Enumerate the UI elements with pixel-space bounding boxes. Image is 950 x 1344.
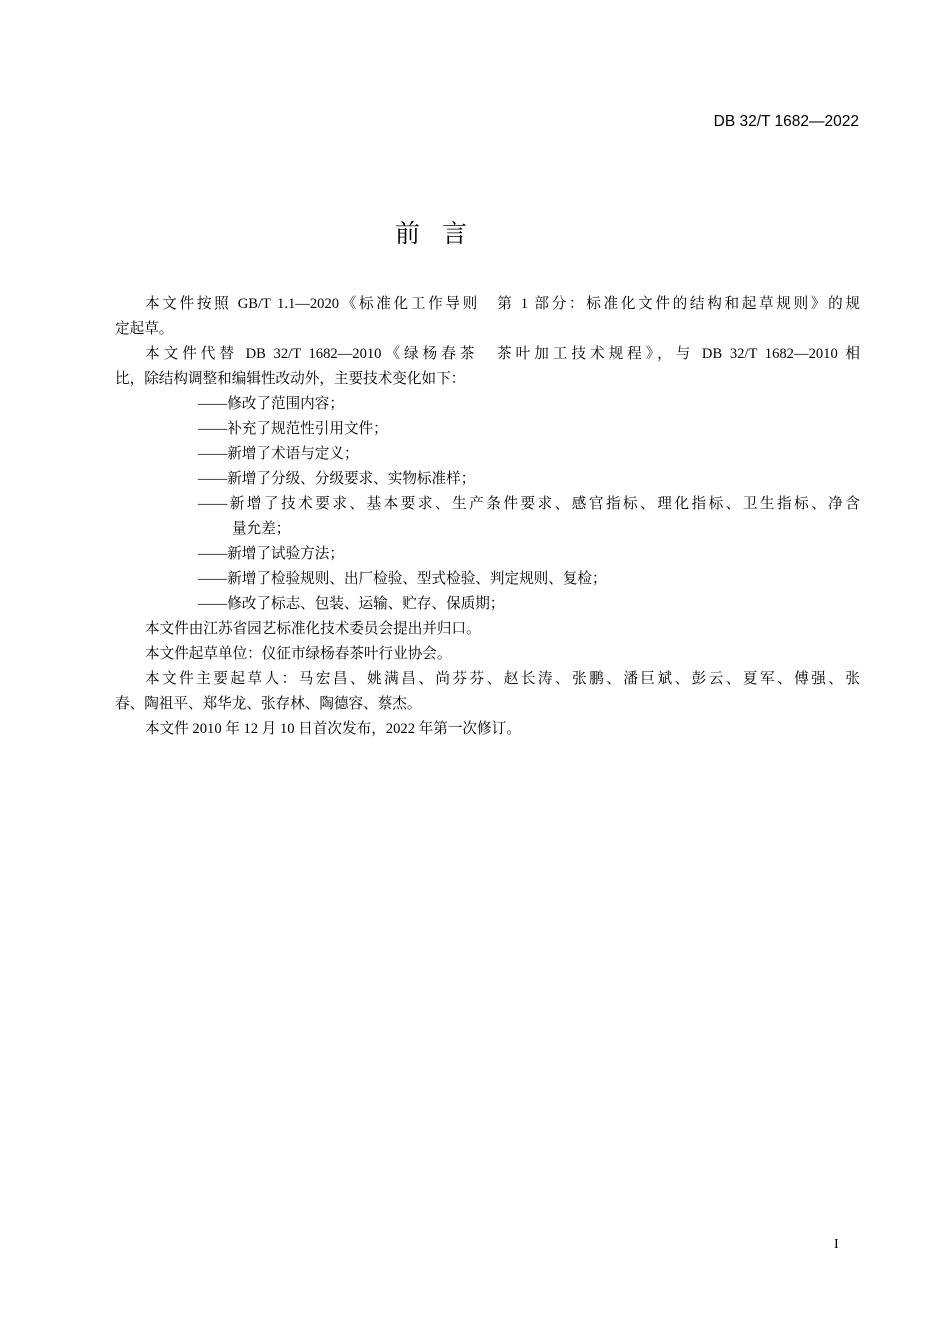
standard-code: DB 32/T 1682—2022 <box>713 113 859 130</box>
paragraph-line: 本文件起草单位：仪征市绿杨春茶叶行业协会。 <box>145 646 452 662</box>
paragraph-line: 本文件代替 DB 32/T 1682—2010《绿杨春茶 茶叶加工技术规程》，与 DB 32/T 1682—2010 相 <box>145 346 860 362</box>
list-item: ——新增了试验方法； <box>198 546 344 562</box>
page-number: I <box>834 1237 839 1252</box>
paragraph-line: 比，除结构调整和编辑性改动外，主要技术变化如下： <box>115 371 466 387</box>
list-item: ——新增了技术要求、基本要求、生产条件要求、感官指标、理化指标、卫生指标、净含 <box>198 496 860 512</box>
list-item: ——新增了分级、分级要求、实物标准样； <box>198 471 476 487</box>
page-title: 前言 <box>394 220 489 248</box>
paragraph-line: 春、陶祖平、郑华龙、张存林、陶德容、蔡杰。 <box>115 696 422 712</box>
paragraph-line: 本文件 2010 年 12 月 10 日首次发布，2022 年第一次修订。 <box>145 721 521 737</box>
list-item: ——修改了标志、包装、运输、贮存、保质期； <box>198 596 505 612</box>
document-body <box>115 292 860 742</box>
paragraph-line: 本文件主要起草人：马宏昌、姚满昌、尚芬芬、赵长涛、张鹏、潘巨斌、彭云、夏军、傅强、张 <box>145 671 860 687</box>
list-item: ——补充了规范性引用文件； <box>198 421 388 437</box>
list-item-continuation: 量允差； <box>232 521 291 537</box>
list-item: ——修改了范围内容； <box>198 396 344 412</box>
list-item: ——新增了检验规则、出厂检验、型式检验、判定规则、复检； <box>198 571 607 587</box>
paragraph-line: 本文件按照 GB/T 1.1—2020《标准化工作导则 第 1 部分：标准化文件的结构和起草规则》的规 <box>145 296 860 312</box>
paragraph-line: 本文件由江苏省园艺标准化技术委员会提出并归口。 <box>145 621 481 637</box>
list-item: ——新增了术语与定义； <box>198 446 359 462</box>
paragraph-line: 定起草。 <box>115 321 174 337</box>
